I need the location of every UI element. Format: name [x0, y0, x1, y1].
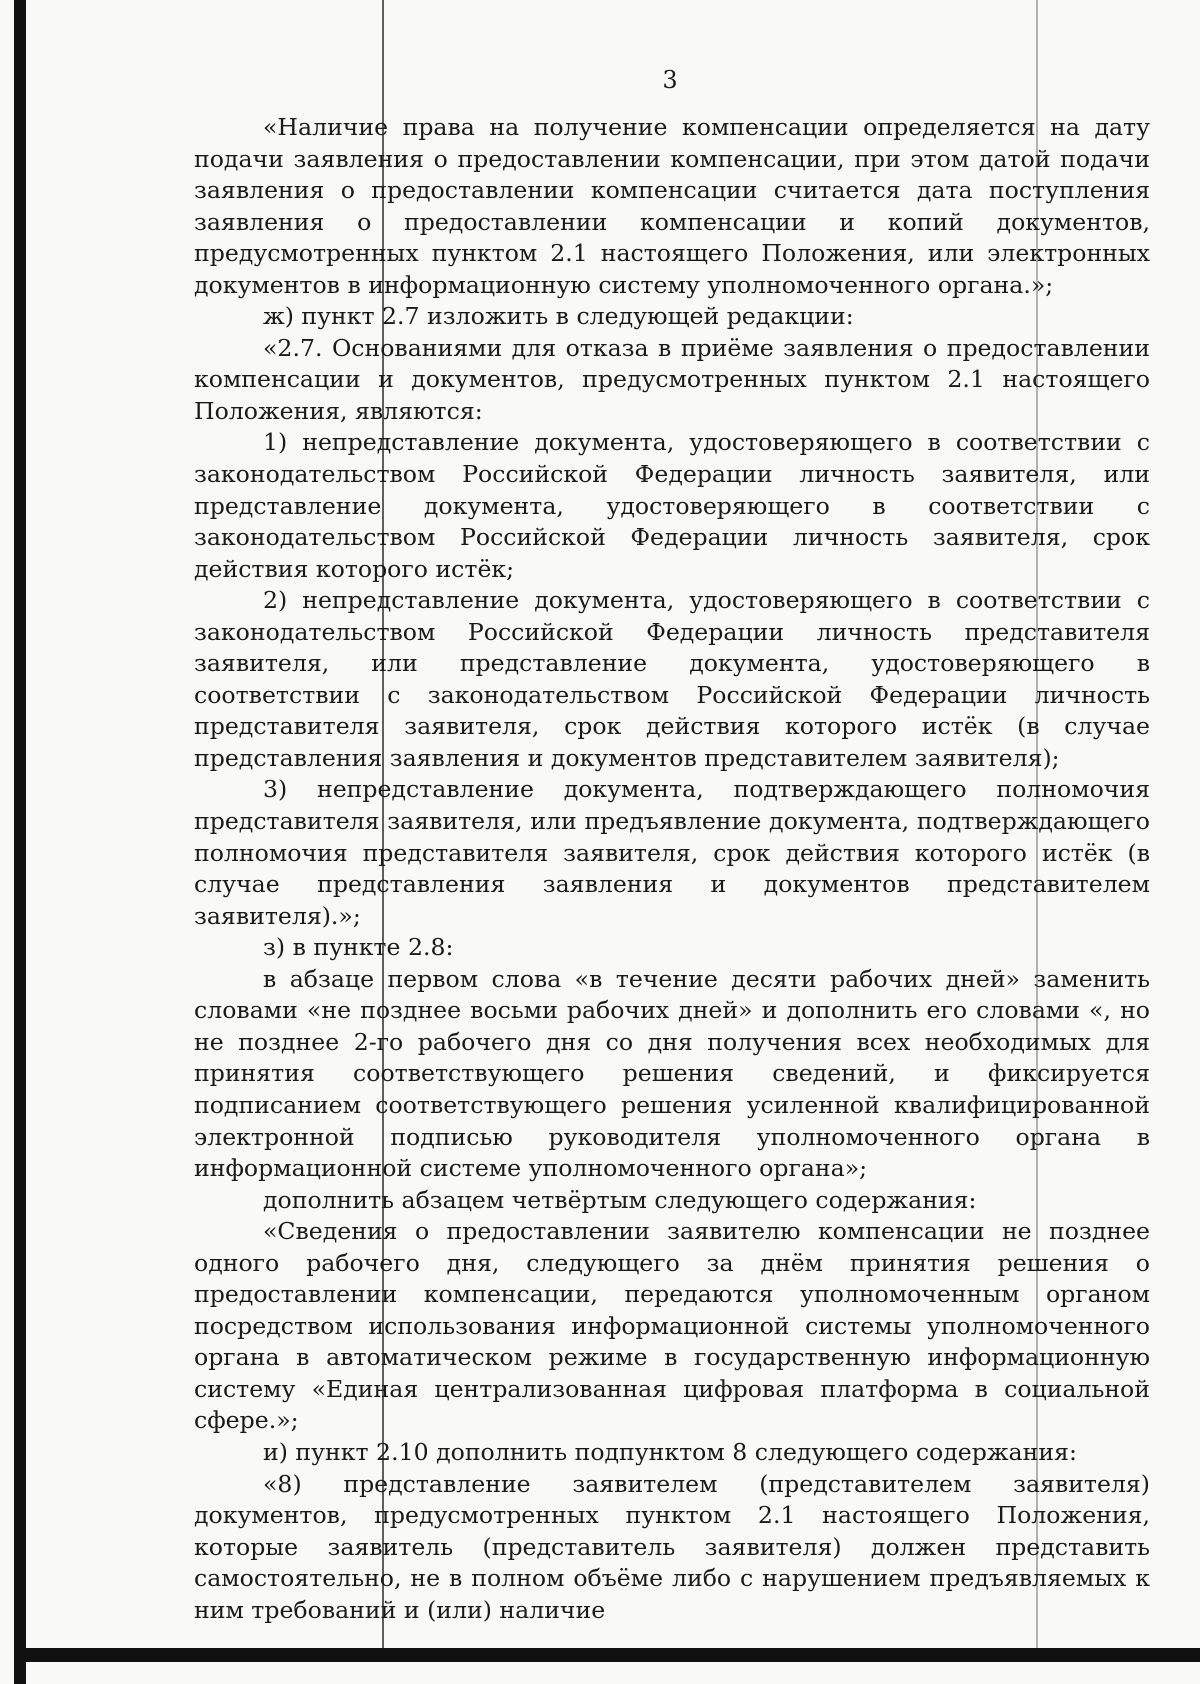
- scan-bottom-edge: [26, 1648, 1200, 1662]
- paragraph: и) пункт 2.10 дополнить подпунктом 8 следующего содержания:: [263, 1437, 1077, 1466]
- paragraph: 3) непредставление документа, подтверждающего полномочия представителя заявителя, или предъявление документа, подтверждающего полномочия представителя заявителя, срок действия которого истёк (в случае представления заявления и документов представителем заявителя).»;: [194, 775, 1150, 930]
- paragraph: «2.7. Основаниями для отказа в приёме заявления о предоставлении компенсации и документов, предусмотренных пунктом 2.1 настоящего Положения, являются:: [194, 333, 1150, 425]
- paragraph: «8) представление заявителем (представителем заявителя) документов, предусмотренных пунктом 2.1 настоящего Положения, которые заявитель (представитель заявителя) должен представить самостоятельно, не в полном объёме либо с нарушением предъявляемых к ним требований и (или) наличие: [194, 1469, 1150, 1624]
- paragraph: в абзаце первом слова «в течение десяти рабочих дней» заменить словами «не позднее восьми рабочих дней» и дополнить его словами «, но не позднее 2-го рабочего дня со дня получения всех необходимых для принятия соответствующего решения сведений, и фиксируется подписанием соответствующего решения усиленной квалифицированной электронной подписью руководителя уполномоченного органа в информационной системе уполномоченного органа»;: [194, 964, 1150, 1183]
- paragraph: 1) непредставление документа, удостоверяющего в соответствии с законодательством Российской Федерации личность заявителя, или представление документа, удостоверяющего в соответствии с законодательством Российской Федерации личность заявителя, срок действия которого истёк;: [194, 428, 1150, 583]
- page-number: 3: [662, 66, 678, 94]
- paragraph: 2) непредставление документа, удостоверяющего в соответствии с законодательством Российской Федерации личность представителя заявителя, или представление документа, удостоверяющего в соответствии с законодательством Российской Федерации личность представителя заявителя, срок действия которого истёк (в случае представления заявления и документов представителем заявителя);: [194, 586, 1150, 772]
- scan-left-edge: [14, 0, 26, 1684]
- paragraph: «Сведения о предоставлении заявителю компенсации не позднее одного рабочего дня, следующего за днём принятия решения о предоставлении компенсации, передаются уполномоченным органом посредством использования информационной системы уполномоченного органа в автоматическом режиме в государственную информационную систему «Единая централизованная цифровая платформа в социальной сфере.»;: [194, 1217, 1150, 1435]
- paragraph: ж) пункт 2.7 изложить в следующей редакции:: [263, 302, 854, 331]
- document-body: [194, 112, 1150, 1626]
- paragraph: з) в пункте 2.8:: [263, 933, 454, 962]
- paragraph: «Наличие права на получение компенсации определяется на дату подачи заявления о предоставлении компенсации, при этом датой подачи заявления о предоставлении компенсации считается дата поступления заявления о предоставлении компенсации и копий документов, предусмотренных пунктом 2.1 настоящего Положения, или электронных документов в информационную систему уполномоченного органа.»;: [194, 113, 1150, 299]
- paragraph: дополнить абзацем четвёртым следующего содержания:: [263, 1185, 977, 1214]
